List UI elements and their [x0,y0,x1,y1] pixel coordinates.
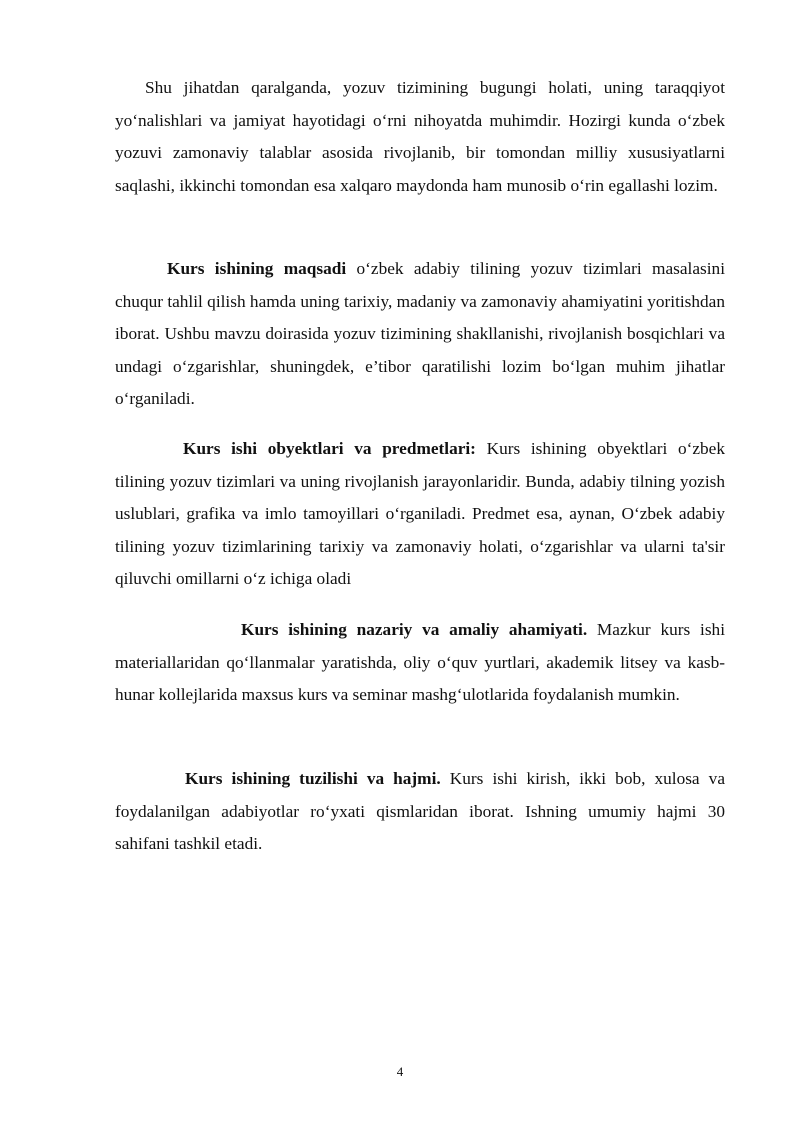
paragraph-objects [115,433,725,596]
paragraph-purpose [115,253,725,416]
paragraph-structure [115,763,725,861]
paragraph-objects-text: Kurs ishining obyektlari o‘zbek tilining yozuv tizimlari va uning rivojlanish jarayonlaridir. Bunda, adabiy tilning yozish uslublari, grafika va imlo tamoyillari o‘rganiladi. Predmet esa, aynan, O‘zbek adabiy tilining yozuv tizimlarining tarixiy va zamonaviy holati, o‘zgarishlar va ularni ta'sir qiluvchi omillarni o‘z ichiga oladi [115,439,725,589]
paragraph-intro-text: Shu jihatdan qaralganda, yozuv tizimining bugungi holati, uning taraqqiyot yo‘nalishlari va jamiyat hayotidagi o‘rni nihoyatda muhimdir. Hozirgi kunda o‘zbek yozuvi zamonaviy talablar asosida rivojlanib, bir tomondan milliy xususiyatlarni saqlashi, ikkinchi tomondan esa xalqaro maydonda ham munosib o‘rin egallashi lozim. [115,78,725,195]
page-number: 4 [396,1064,404,1079]
paragraph-intro [115,72,725,202]
paragraph-objects-heading: Kurs ishi obyektlari va predmetlari: [183,439,476,458]
paragraph-significance [115,614,725,712]
paragraph-purpose-heading: Kurs ishining maqsadi [167,259,347,278]
paragraph-structure-text: Kurs ishi kirish, ikki bob, xulosa va foydalanilgan adabiyotlar ro‘yxati qismlaridan iborat. Ishning umumiy hajmi 30 sahifani tashkil etadi. [115,769,725,854]
paragraph-purpose-text: o‘zbek adabiy tilining yozuv tizimlari masalasini chuqur tahlil qilish hamda uning tarixiy, madaniy va zamonaviy ahamiyatini yoritishdan iborat. Ushbu mavzu doirasida yozuv tizimining shakllanishi, rivojlanish bosqichlari va undagi o‘zgarishlar, shuningdek, e’tibor qaratilishi lozim bo‘lgan muhim jihatlar o‘rganiladi. [115,259,725,409]
paragraph-significance-heading: Kurs ishining nazariy va amaliy ahamiyati. [241,620,588,639]
paragraph-structure-heading: Kurs ishining tuzilishi va hajmi. [185,769,441,788]
paragraph-significance-text: Mazkur kurs ishi materiallaridan qo‘llanmalar yaratishda, oliy o‘quv yurtlari, akademik litsey va kasb-hunar kollejlarida maxsus kurs va seminar mashg‘ulotlarida foydalanish mumkin. [115,620,725,705]
